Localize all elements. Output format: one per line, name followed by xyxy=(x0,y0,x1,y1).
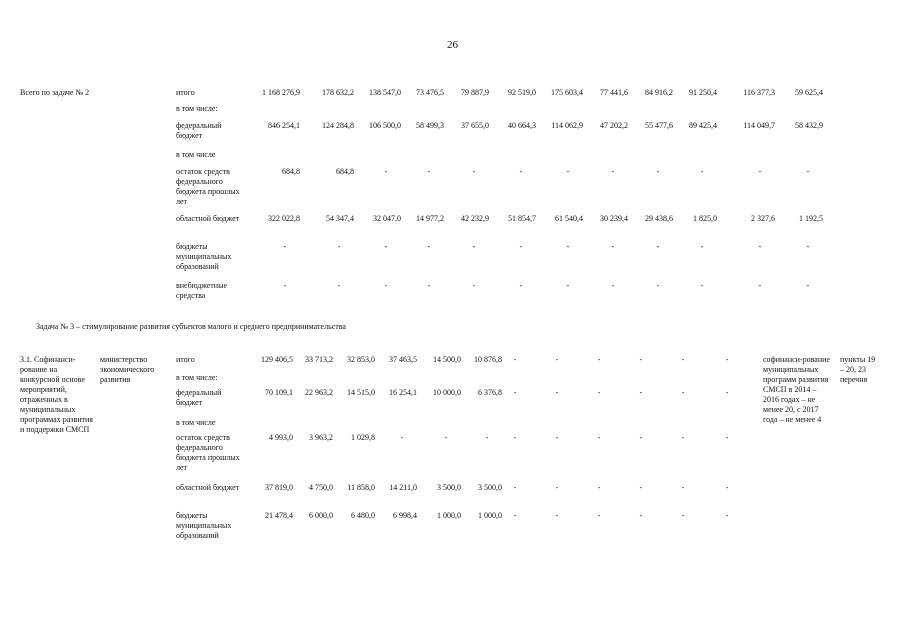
value-cell: 37 463,5 xyxy=(389,355,417,364)
value-cell: - xyxy=(427,242,431,251)
value-cell: 14 211,0 xyxy=(389,483,417,492)
value-cell: - xyxy=(427,281,431,290)
value-cell: - xyxy=(656,242,660,251)
row-label: федеральный бюджет xyxy=(176,121,222,140)
value-cell: 30 239,4 xyxy=(600,214,628,223)
value-cell: - xyxy=(444,433,448,442)
value-cell: 846 254,1 xyxy=(268,121,300,130)
value-cell: - xyxy=(337,242,341,251)
value-cell: 6 998,4 xyxy=(393,511,417,520)
value-cell: - xyxy=(513,483,517,492)
value-cell: - xyxy=(283,242,287,251)
value-cell: 29 438,6 xyxy=(645,214,673,223)
section-2-title: Всего по задаче № 2 xyxy=(20,88,90,97)
value-cell: - xyxy=(597,433,601,442)
value-cell: 40 664,3 xyxy=(508,121,536,130)
value-cell: - xyxy=(639,511,643,520)
value-cell: 79 887,9 xyxy=(461,88,489,97)
value-cell: - xyxy=(681,483,685,492)
value-cell: - xyxy=(555,433,559,442)
value-cell: 54 347,4 xyxy=(326,214,354,223)
value-cell: - xyxy=(656,167,660,176)
value-cell: - xyxy=(472,167,476,176)
value-cell: 91 250,4 xyxy=(689,88,717,97)
value-cell: 77 441,6 xyxy=(600,88,628,97)
value-cell: 3 500,0 xyxy=(478,483,502,492)
value-cell: - xyxy=(283,281,287,290)
value-cell: 47 202,2 xyxy=(600,121,628,130)
value-cell: 21 478,4 xyxy=(265,511,293,520)
value-cell: 684,8 xyxy=(336,167,354,176)
value-cell: - xyxy=(725,388,729,397)
value-cell: - xyxy=(700,242,704,251)
value-cell: - xyxy=(566,167,570,176)
value-cell: 178 632,2 xyxy=(322,88,354,97)
value-cell: - xyxy=(611,242,615,251)
value-cell: - xyxy=(656,281,660,290)
row-label: остаток средств федерального бюджета прошлых лет xyxy=(176,167,240,206)
value-cell: 1 029,8 xyxy=(351,433,375,442)
value-cell: 322 022,8 xyxy=(268,214,300,223)
value-cell: 3 500,0 xyxy=(437,483,461,492)
value-cell: - xyxy=(485,433,489,442)
value-cell: 92 519,0 xyxy=(508,88,536,97)
value-cell: 4 750,0 xyxy=(309,483,333,492)
value-cell: - xyxy=(519,167,523,176)
value-cell: 73 476,5 xyxy=(416,88,444,97)
value-cell: - xyxy=(519,242,523,251)
value-cell: - xyxy=(758,242,762,251)
value-cell: 42 232,9 xyxy=(461,214,489,223)
value-cell: - xyxy=(555,355,559,364)
value-cell: - xyxy=(725,511,729,520)
value-cell: - xyxy=(758,167,762,176)
row-label: бюджеты муниципальных образований xyxy=(176,511,232,540)
value-cell: 61 540,4 xyxy=(555,214,583,223)
value-cell: 6 480,0 xyxy=(351,511,375,520)
value-cell: - xyxy=(806,167,810,176)
value-cell: - xyxy=(639,483,643,492)
value-cell: 14 515,0 xyxy=(347,388,375,397)
task-3-heading: Задача № 3 – стимулирование развития субъектов малого и среднего предпринимательства xyxy=(36,322,346,331)
value-cell: - xyxy=(681,433,685,442)
value-cell: - xyxy=(337,281,341,290)
value-cell: 10 000,0 xyxy=(433,388,461,397)
value-cell: 2 327,6 xyxy=(751,214,775,223)
row-label: областной бюджет xyxy=(176,483,240,492)
value-cell: - xyxy=(513,511,517,520)
value-cell: 6 000,0 xyxy=(309,511,333,520)
value-cell: - xyxy=(725,483,729,492)
value-cell: - xyxy=(758,281,762,290)
value-cell: - xyxy=(597,355,601,364)
value-cell: - xyxy=(472,242,476,251)
value-cell: 138 547,0 xyxy=(369,88,401,97)
row-label: остаток средств федерального бюджета прошлых лет xyxy=(176,433,240,472)
value-cell: - xyxy=(384,281,388,290)
value-cell: - xyxy=(472,281,476,290)
value-cell: - xyxy=(566,281,570,290)
item-3-1-name: 3.1. Софинанси-рование на конкурсной основе мероприятий, отраженных в муниципальных программах развития и поддержки СМСП xyxy=(20,355,93,434)
value-cell: 32 047,0 xyxy=(373,214,401,223)
row-label: бюджеты муниципальных образований xyxy=(176,242,232,271)
row-label: итого xyxy=(176,88,195,97)
value-cell: 37 655,0 xyxy=(461,121,489,130)
value-cell: - xyxy=(597,388,601,397)
value-cell: 1 825,0 xyxy=(693,214,717,223)
value-cell: 4 993,0 xyxy=(269,433,293,442)
value-cell: - xyxy=(513,433,517,442)
row-label: областной бюджет xyxy=(176,214,240,223)
value-cell: - xyxy=(513,355,517,364)
value-cell: 58 499,3 xyxy=(416,121,444,130)
value-cell: 1 000,0 xyxy=(437,511,461,520)
value-cell: - xyxy=(700,281,704,290)
value-cell: - xyxy=(555,483,559,492)
value-cell: 14 977,2 xyxy=(416,214,444,223)
value-cell: - xyxy=(384,167,388,176)
value-cell: - xyxy=(806,281,810,290)
value-cell: - xyxy=(681,388,685,397)
value-cell: 10 876,8 xyxy=(474,355,502,364)
value-cell: 129 406,5 xyxy=(261,355,293,364)
item-3-1-indicator: софинанси-рование муниципальных программ развития СМСП в 2014 – 2016 годах – не менее 20, с 2017 года – не менее 4 xyxy=(763,355,830,424)
value-cell: - xyxy=(681,355,685,364)
item-3-1-executor: министерство экономического развития xyxy=(100,355,155,384)
value-cell: - xyxy=(597,483,601,492)
value-cell: 3 963,2 xyxy=(309,433,333,442)
value-cell: 33 713,2 xyxy=(305,355,333,364)
value-cell: 116 377,3 xyxy=(743,88,775,97)
value-cell: 59 625,4 xyxy=(795,88,823,97)
row-label: в том числе: xyxy=(176,104,218,113)
row-label: внебюджетные средства xyxy=(176,281,227,300)
value-cell: - xyxy=(427,167,431,176)
value-cell: 1 000,0 xyxy=(478,511,502,520)
value-cell: - xyxy=(384,242,388,251)
value-cell: - xyxy=(513,388,517,397)
value-cell: 32 853,0 xyxy=(347,355,375,364)
value-cell: 114 062,9 xyxy=(551,121,583,130)
row-label: федеральный бюджет xyxy=(176,388,222,407)
value-cell: - xyxy=(639,433,643,442)
value-cell: 58 432,9 xyxy=(795,121,823,130)
value-cell: - xyxy=(519,281,523,290)
value-cell: 89 425,4 xyxy=(689,121,717,130)
row-label: в том числе xyxy=(176,418,216,427)
value-cell: - xyxy=(639,388,643,397)
value-cell: 124 284,8 xyxy=(322,121,354,130)
value-cell: - xyxy=(725,433,729,442)
value-cell: 51 854,7 xyxy=(508,214,536,223)
value-cell: 16 254,1 xyxy=(389,388,417,397)
row-label: в том числе xyxy=(176,150,216,159)
value-cell: - xyxy=(611,281,615,290)
row-label: в том числе: xyxy=(176,373,218,382)
row-label: итого xyxy=(176,355,195,364)
value-cell: - xyxy=(400,433,404,442)
value-cell: 22 963,2 xyxy=(305,388,333,397)
value-cell: - xyxy=(725,355,729,364)
value-cell: - xyxy=(639,355,643,364)
value-cell: - xyxy=(555,511,559,520)
value-cell: 14 500,0 xyxy=(433,355,461,364)
value-cell: 114 049,7 xyxy=(743,121,775,130)
value-cell: - xyxy=(597,511,601,520)
value-cell: 1 168 276,9 xyxy=(262,88,300,97)
page-number: 26 xyxy=(447,39,458,51)
value-cell: 37 819,0 xyxy=(265,483,293,492)
value-cell: 11 858,0 xyxy=(347,483,375,492)
value-cell: 684,8 xyxy=(282,167,300,176)
value-cell: 106 500,0 xyxy=(369,121,401,130)
value-cell: 6 376,8 xyxy=(478,388,502,397)
value-cell: 175 603,4 xyxy=(551,88,583,97)
value-cell: - xyxy=(566,242,570,251)
value-cell: - xyxy=(555,388,559,397)
value-cell: 55 477,6 xyxy=(645,121,673,130)
value-cell: 70 109,1 xyxy=(265,388,293,397)
value-cell: - xyxy=(611,167,615,176)
value-cell: - xyxy=(700,167,704,176)
item-3-1-links: пункты 19 – 20, 23 перечня xyxy=(840,355,876,384)
value-cell: 1 192,5 xyxy=(799,214,823,223)
value-cell: - xyxy=(806,242,810,251)
value-cell: 84 916,2 xyxy=(645,88,673,97)
value-cell: - xyxy=(681,511,685,520)
